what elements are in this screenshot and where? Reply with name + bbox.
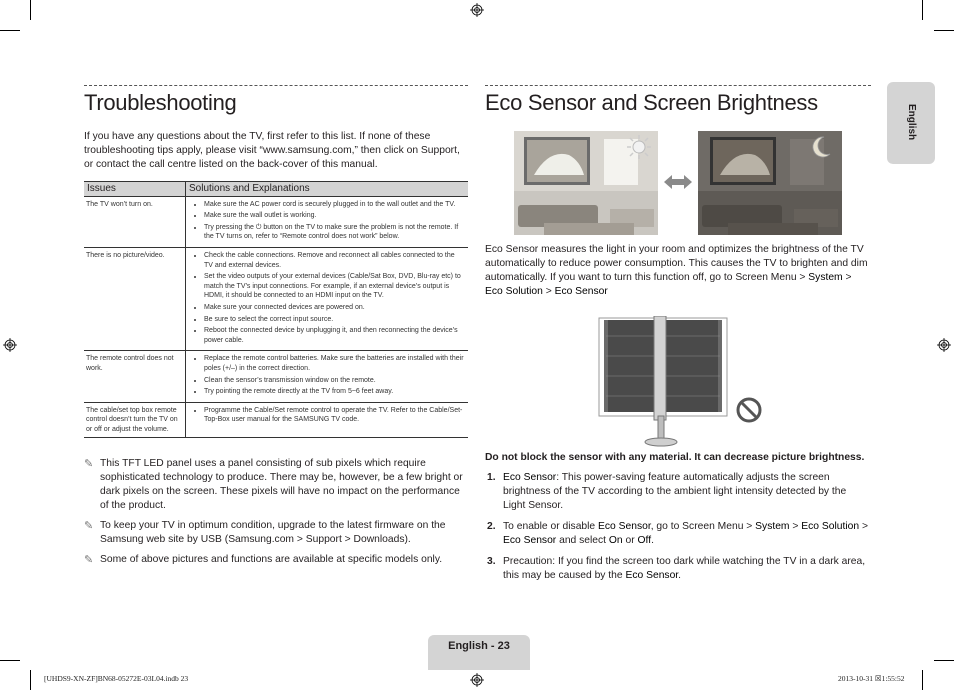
crop-mark (0, 30, 20, 31)
solution-item: • Make sure your connected devices are powered on. (204, 303, 465, 313)
item-text: and select (556, 535, 609, 546)
sun-icon (626, 134, 652, 160)
crop-mark (934, 30, 954, 31)
term-eco-sensor: Eco Sensor (503, 472, 557, 483)
prohibited-icon (735, 396, 763, 424)
solution-cell (186, 402, 469, 438)
table-row (84, 196, 468, 247)
item-text: or (622, 535, 638, 546)
language-tab (887, 82, 935, 164)
language-tab-label: English (906, 104, 917, 141)
issue-cell: The remote control does not work. (84, 351, 186, 402)
menu-path-eco-sensor: Eco Sensor (554, 286, 608, 297)
list-number: 1. (487, 472, 496, 483)
item-text: Precaution: If you find the screen too dark while watching the TV in a dark area, this may be caused by the (503, 556, 866, 581)
item-text: . (678, 570, 682, 581)
crop-mark (30, 670, 31, 690)
description-text: Eco Sensor measures the light in your room and optimizes the brightness of the TV automatically to reduce power consumption. This causes the TV to brighten and dim automatically. If you want to turn this function off, go to Screen Menu > (485, 244, 868, 283)
issue-cell: The cable/set top box remote control doesn’t turn the TV on or off or adjust the volume. (84, 402, 186, 438)
solution-cell (186, 351, 469, 402)
list-item (485, 471, 871, 513)
item-text: To enable or disable (503, 521, 599, 532)
list-item (485, 555, 871, 583)
table-row (84, 247, 468, 350)
menu-path-system: System (755, 521, 790, 532)
solution-item: • Programme the Cable/Set remote control to operate the TV. Refer to the Cable/Set-Top-Box user manual for the SAMSUNG TV code. (204, 406, 465, 425)
term-eco-sensor: Eco Sensor (625, 570, 679, 581)
crop-mark (934, 660, 954, 661)
solution-item: • Replace the remote control batteries. Make sure the batteries are installed with their poles (+/–) in the correct direction. (204, 354, 465, 373)
table-row (84, 402, 468, 438)
menu-separator: > (542, 286, 555, 297)
section-rule (485, 85, 871, 86)
item-text: , go to Screen Menu > (650, 521, 756, 532)
note-text: This TFT LED panel uses a panel consisting of sub pixels which require sophisticated technology to produce. There may be, however, be a few bright or dark pixels on the screen. These pixels will have no impact on the performance of the product. (100, 458, 463, 511)
note-item (84, 457, 468, 513)
tv-sensor-illustration (598, 316, 728, 448)
eco-sensor-description (485, 243, 871, 299)
page-title: Troubleshooting (84, 90, 237, 115)
notes-list (84, 457, 468, 573)
crop-mark (922, 0, 923, 20)
section-title: Eco Sensor and Screen Brightness (485, 90, 818, 115)
issue-cell: There is no picture/video. (84, 247, 186, 350)
solution-item: • Be sure to select the correct input source. (204, 315, 465, 325)
registration-mark-icon (3, 338, 17, 352)
solution-item: • Try pressing the ⏻ button on the TV to make sure the problem is not the remote. If the TV turns on, refer to “Remote control does not work” below. (204, 223, 465, 242)
option-off: Off (637, 535, 652, 546)
pencil-note-icon: ✎ (84, 458, 94, 470)
crop-mark (30, 0, 31, 20)
solution-item: • Set the video outputs of your external devices (Cable/Sat Box, DVD, Blu-ray etc) to match the TV’s input connections. For example, if an external device’s output is HDMI, it should be connected to an HDMI input on the TV. (204, 272, 465, 301)
menu-path-eco-solution: Eco Solution (801, 521, 860, 532)
column-header-issues: Issues (84, 182, 186, 197)
issue-cell: The TV won’t turn on. (84, 196, 186, 247)
list-number: 3. (487, 556, 496, 567)
menu-separator: > (789, 521, 802, 532)
item-text: : This power-saving feature automatically adjusts the screen brightness of the TV according to the ambient light intensity detected by the Light Sensor. (503, 472, 847, 511)
menu-path-system: System (808, 272, 843, 283)
note-item (84, 519, 468, 547)
menu-path-eco-sensor: Eco Sensor (503, 535, 557, 546)
list-number: 2. (487, 521, 496, 532)
section-rule (84, 85, 468, 86)
term-eco-sensor: Eco Sensor (598, 521, 651, 532)
registration-mark-icon (470, 3, 484, 17)
moon-icon (808, 134, 834, 160)
menu-path-eco-solution: Eco Solution (485, 286, 543, 297)
intro-paragraph: If you have any questions about the TV, first refer to this list. If none of these troubleshooting tips apply, please visit “www.samsung.com,” then click on Support, or contact the call centre listed on the back-cover of this manual. (84, 131, 460, 170)
warning-text: Do not block the sensor with any material. It can decrease picture brightness. (485, 452, 865, 463)
numbered-list (485, 471, 871, 590)
footer-timestamp: 2013-10-31 ☒1:55:52 (838, 674, 905, 683)
item-text: . (651, 535, 654, 546)
note-item (84, 553, 468, 567)
note-text: Some of above pictures and functions are available at specific models only. (100, 554, 443, 565)
note-text: To keep your TV in optimum condition, upgrade to the latest firmware on the Samsung web site by USB (Samsung.com > Support > Downloads). (100, 520, 446, 545)
solution-item: • Try pointing the remote directly at the TV from 5~6 feet away. (204, 387, 465, 397)
solution-item: • Clean the sensor’s transmission window on the remote. (204, 376, 465, 386)
double-arrow-icon (664, 174, 692, 190)
registration-mark-icon (937, 338, 951, 352)
crop-mark (922, 670, 923, 690)
crop-mark (0, 660, 20, 661)
solution-item: • Reboot the connected device by unplugging it, and then reconnecting the device’s power cable. (204, 326, 465, 345)
troubleshooting-table (84, 181, 468, 438)
column-header-solutions: Solutions and Explanations (186, 182, 469, 197)
menu-separator: > (859, 521, 868, 532)
page-number: English - 23 (448, 640, 510, 652)
pencil-note-icon: ✎ (84, 554, 94, 566)
list-item (485, 520, 871, 548)
footer-file-info: [UHDS9-XN-ZF]BN68-05272E-03L04.indb 23 (44, 674, 189, 683)
solution-item: • Make sure the wall outlet is working. (204, 211, 465, 221)
table-row (84, 351, 468, 402)
solution-item: • Check the cable connections. Remove and reconnect all cables connected to the TV and external devices. (204, 251, 465, 270)
option-on: On (608, 535, 623, 546)
pencil-note-icon: ✎ (84, 520, 94, 532)
solution-cell (186, 196, 469, 247)
solution-item: • Make sure the AC power cord is securely plugged in to the wall outlet and the TV. (204, 200, 465, 210)
page-number-tab (428, 635, 530, 670)
menu-separator: > (842, 272, 852, 283)
registration-mark-icon (470, 673, 484, 687)
solution-cell (186, 247, 469, 350)
